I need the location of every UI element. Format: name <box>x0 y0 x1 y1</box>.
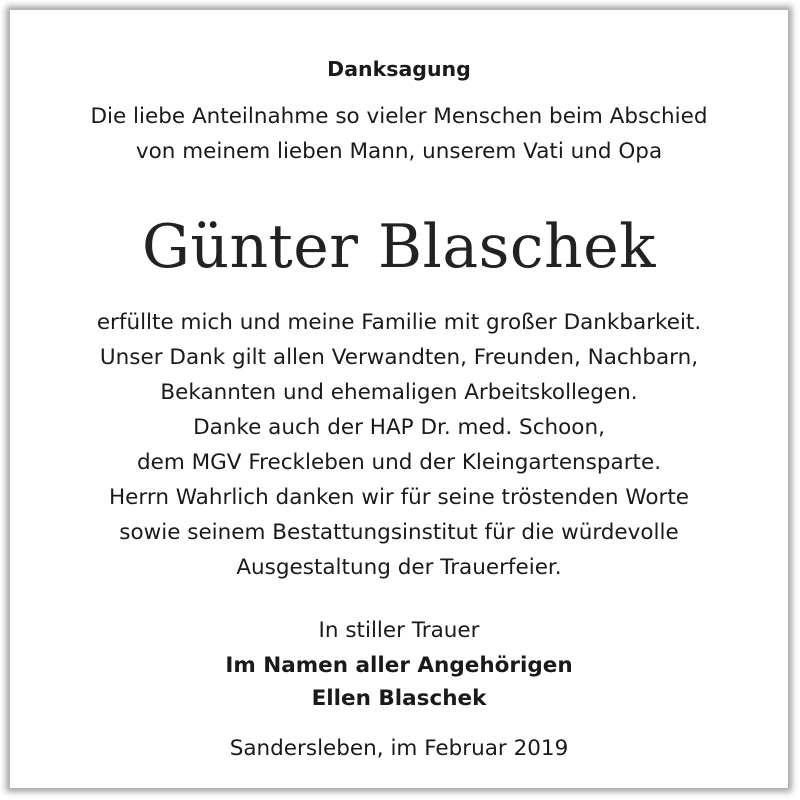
body-line-4: Danke auch der HAP Dr. med. Schoon, <box>193 415 605 440</box>
body-line-6: Herrn Wahrlich danken wir für seine tröstenden Worte <box>109 485 689 510</box>
obituary-card <box>10 10 788 788</box>
deceased-name: Günter Blaschek <box>141 212 657 282</box>
closing-on-behalf: Im Namen aller Angehörigen <box>225 653 573 678</box>
intro-line-2: von meinem lieben Mann, unserem Vati und Opa <box>135 139 663 164</box>
closing-phrase: In stiller Trauer <box>318 618 480 643</box>
body-line-8: Ausgestaltung der Trauerfeier. <box>236 555 562 580</box>
place-date: Sandersleben, im Februar 2019 <box>229 736 569 761</box>
body-line-1: erfüllte mich und meine Familie mit großer Dankbarkeit. <box>96 310 702 335</box>
signer-name: Ellen Blaschek <box>311 686 487 711</box>
body-line-3: Bekannten und ehemaligen Arbeitskollegen. <box>160 380 638 405</box>
heading: Danksagung <box>327 57 471 81</box>
intro-line-1: Die liebe Anteilnahme so vieler Menschen beim Abschied <box>90 104 708 129</box>
body-line-5: dem MGV Freckleben und der Kleingartensparte. <box>136 450 662 475</box>
body-line-7: sowie seinem Bestattungsinstitut für die würdevolle <box>119 520 679 545</box>
body-line-2: Unser Dank gilt allen Verwandten, Freunden, Nachbarn, <box>99 345 699 370</box>
